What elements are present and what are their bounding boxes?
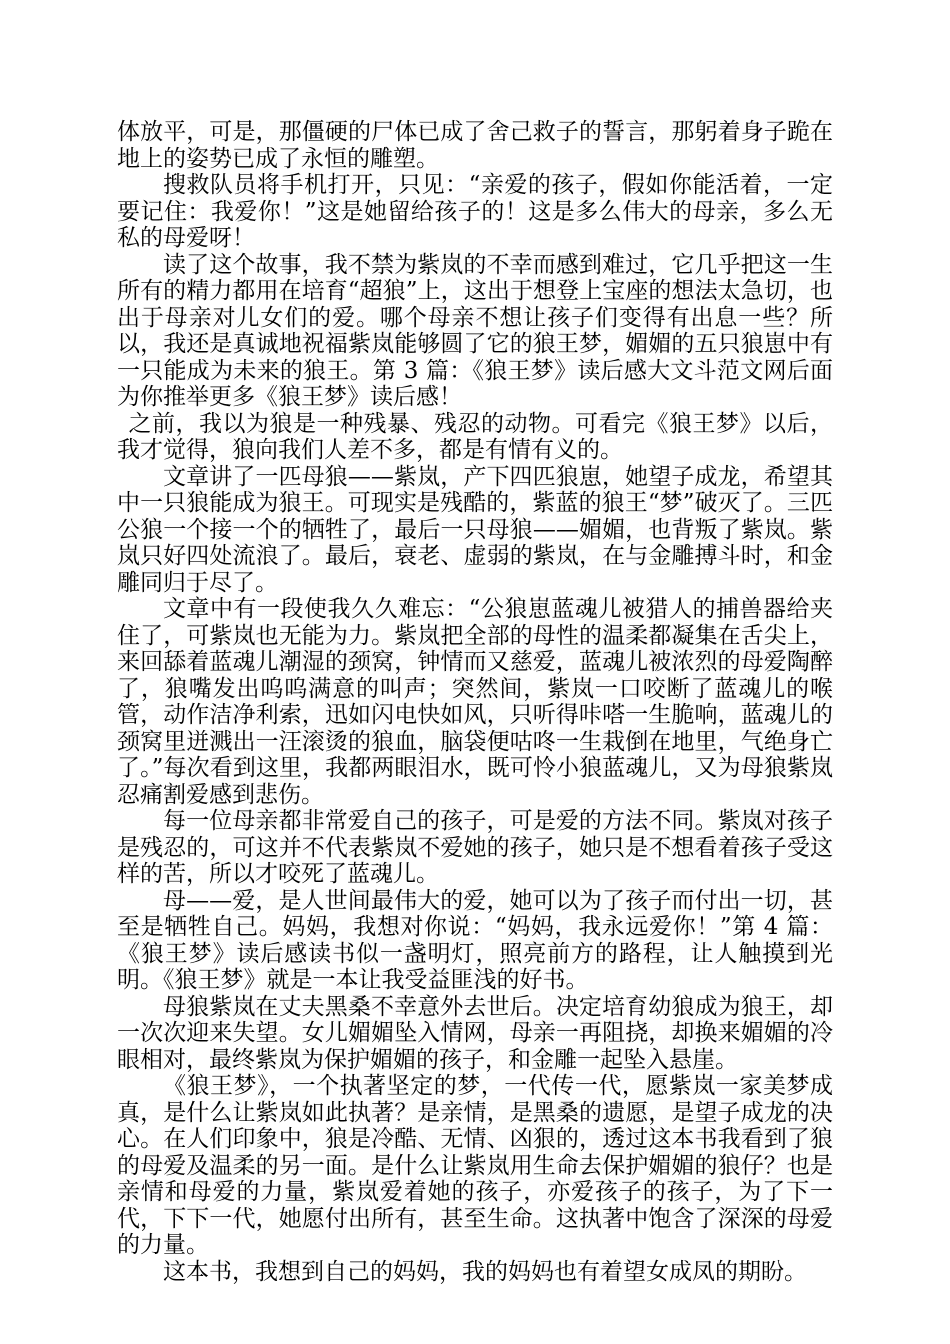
paragraph: 读了这个故事，我不禁为紫岚的不幸而感到难过，它几乎把这一生所有的精力都用在培育“超狼”上，这出于想登上宝座的想法太急切，也出于母亲对儿女们的爱。哪个母亲不想让孩子们变得有出息一些？所以，我还是真诚地祝福紫岚能够圆了它的狼王梦，媚媚的五只狼崽中有一只能成为未来的狼王。第 3 篇：《狼王梦》读后感大文斗范文网后面为你推举更多《狼王梦》读后感！ (117, 251, 833, 410)
paragraph: 文章中有一段使我久久难忘：“公狼崽蓝魂儿被猎人的捕兽器给夹住了，可紫岚也无能为力。紫岚把全部的母性的温柔都凝集在舌尖上，来回舔着蓝魂儿潮湿的颈窝，钟情而又慈爱，蓝魂儿被浓烈的母爱陶醉了，狼嘴发出呜呜满意的叫声；突然间，紫岚一口咬断了蓝魂儿的喉管，动作洁净利索，迅如闪电快如风，只听得咔嗒一生脆响，蓝魂儿的颈窝里迸溅出一汪滚烫的狼血，脑袋便咕咚一生栽倒在地里，气绝身亡了。”每次看到这里，我都两眼泪水，既可怜小狼蓝魂儿，又为母狼紫岚忍痛割爱感到悲伤。 (117, 596, 833, 808)
paragraph: 之前，我以为狼是一种残暴、残忍的动物。可看完《狼王梦》以后，我才觉得，狼向我们人差不多，都是有情有义的。 (117, 410, 833, 463)
document-body (117, 119, 833, 1285)
paragraph: 搜救队员将手机打开，只见：“亲爱的孩子，假如你能活着，一定要记住：我爱你！”这是她留给孩子的！这是多么伟大的母亲，多么无私的母爱呀！ (117, 172, 833, 251)
paragraph: 《狼王梦》，一个执著坚定的梦，一代传一代，愿紫岚一家美梦成真，是什么让紫岚如此执著？是亲情，是黑桑的遗愿，是望子成龙的决心。在人们印象中，狼是冷酷、无情、凶狠的，透过这本书我看到了狼的母爱及温柔的另一面。是什么让紫岚用生命去保护媚媚的狼仔？也是亲情和母爱的力量，紫岚爱着她的孩子，亦爱孩子的孩子，为了下一代，下下一代，她愿付出所有，甚至生命。这执著中饱含了深深的母爱的力量。 (117, 1073, 833, 1258)
paragraph: 母狼紫岚在丈夫黑桑不幸意外去世后。决定培育幼狼成为狼王，却一次次迎来失望。女儿媚媚坠入情网，母亲一再阻挠，却换来媚媚的冷眼相对，最终紫岚为保护媚媚的孩子，和金雕一起坠入悬崖。 (117, 993, 833, 1073)
paragraph: 文章讲了一匹母狼——紫岚，产下四匹狼崽，她望子成龙，希望其中一只狼能成为狼王。可现实是残酷的，紫蓝的狼王“梦”破灭了。三匹公狼一个接一个的牺牲了，最后一只母狼——媚媚，也背叛了紫岚。紫岚只好四处流浪了。最后，衰老、虚弱的紫岚，在与金雕搏斗时，和金雕同归于尽了。 (117, 463, 833, 596)
paragraph: 每一位母亲都非常爱自己的孩子，可是爱的方法不同。紫岚对孩子是残忍的，可这并不代表紫岚不爱她的孩子，她只是不想看着孩子受这样的苦，所以才咬死了蓝魂儿。 (117, 808, 833, 887)
paragraph: 这本书，我想到自己的妈妈，我的妈妈也有着望女成凤的期盼。 (163, 1258, 807, 1285)
paragraph: 体放平，可是，那僵硬的尸体已成了舍己救子的誓言，那躬着身子跪在地上的姿势已成了永恒的雕塑。 (117, 119, 833, 172)
paragraph: 母——爱，是人世间最伟大的爱，她可以为了孩子而付出一切，甚至是牺牲自己。妈妈，我想对你说：“妈妈，我永远爱你！”第 4 篇：《狼王梦》读后感读书似一盏明灯，照亮前方的路程，让人触摸到光明。《狼王梦》就是一本让我受益匪浅的好书。 (117, 887, 833, 993)
